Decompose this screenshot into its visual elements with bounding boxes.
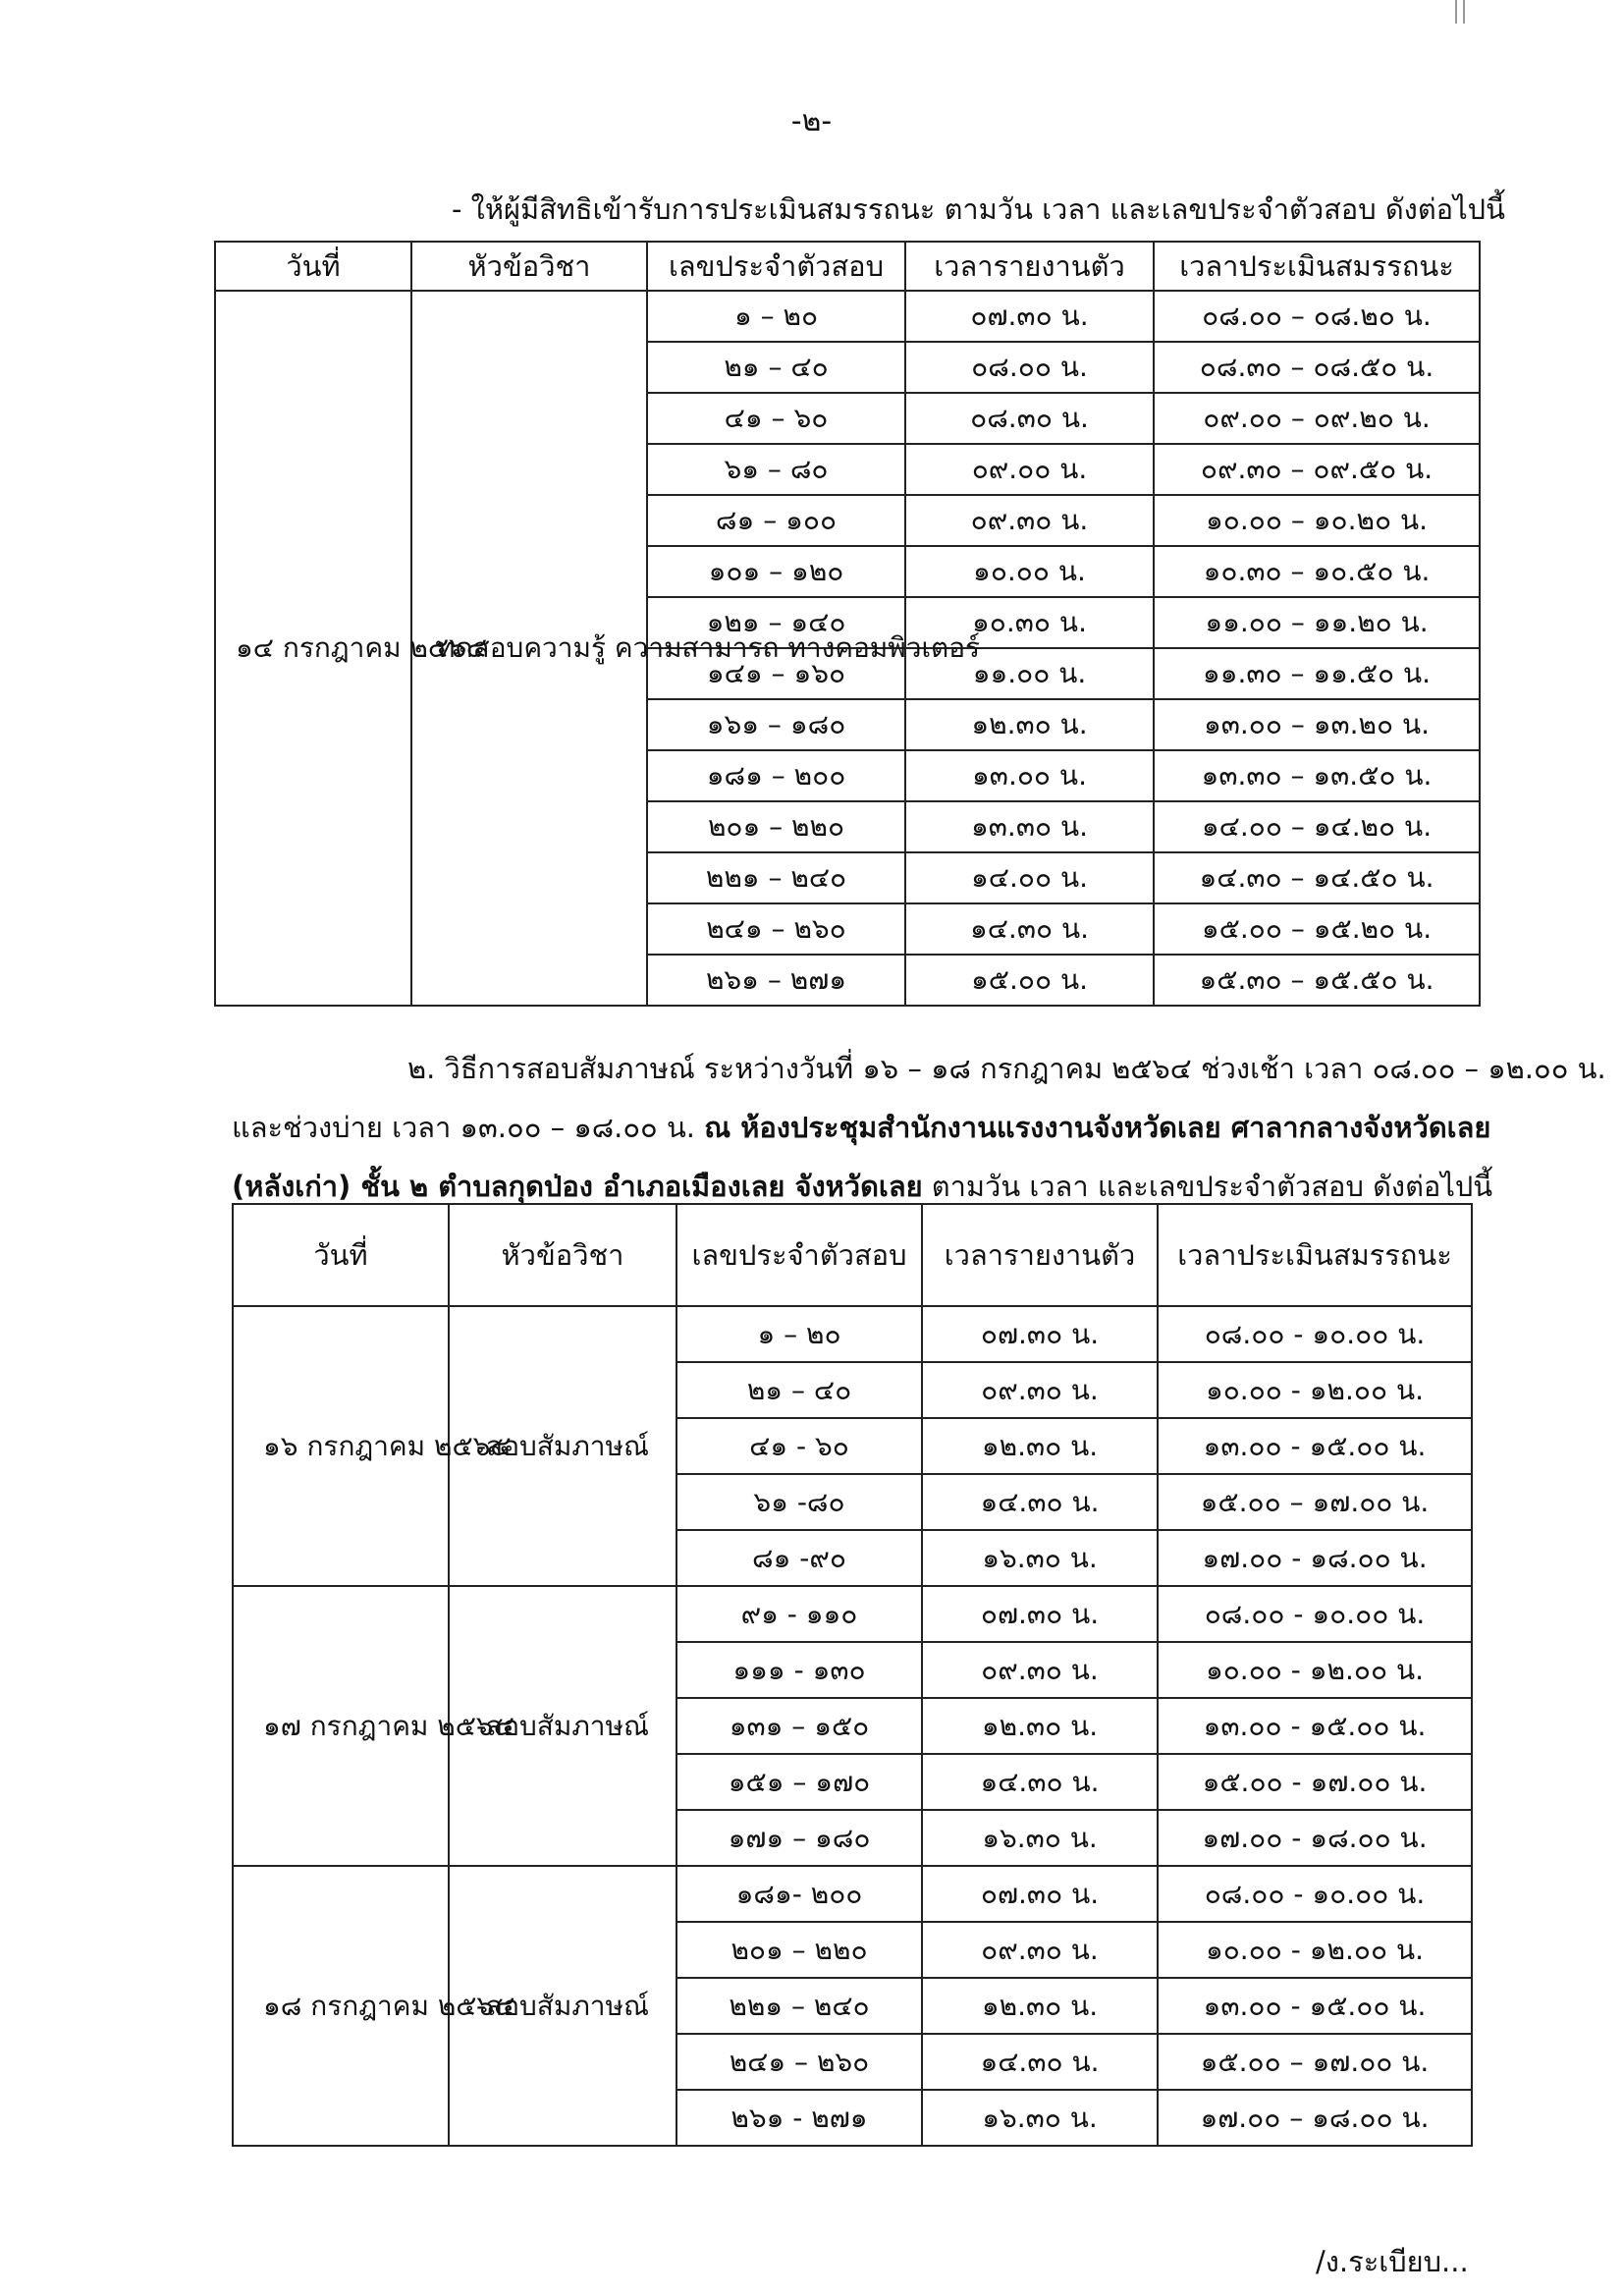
assess-time-cell: ๑๔.๐๐ – ๑๔.๒๐ น. <box>1154 801 1480 852</box>
assess-time-cell: ๐๘.๐๐ – ๐๘.๒๐ น. <box>1154 291 1480 342</box>
exam-id-cell: ๘๑ – ๑๐๐ <box>647 495 905 546</box>
report-time-cell: ๐๗.๓๐ น. <box>922 1586 1158 1642</box>
exam-id-cell: ๒๒๑ – ๒๔๐ <box>676 1978 922 2034</box>
report-time-cell: ๑๒.๓๐ น. <box>922 1418 1158 1474</box>
header-report-time: เวลารายงานตัว <box>905 242 1154 291</box>
assess-time-cell: ๐๙.๐๐ – ๐๙.๒๐ น. <box>1154 393 1480 444</box>
report-time-cell: ๑๐.๓๐ น. <box>905 597 1154 648</box>
exam-id-cell: ๒๖๑ – ๒๗๑ <box>647 955 905 1006</box>
date-cell: ๑๘ กรกฎาคม ๒๕๖๔ <box>233 1866 449 2146</box>
exam-id-cell: ๘๑ -๙๐ <box>676 1530 922 1586</box>
assess-time-cell: ๑๐.๓๐ – ๑๐.๕๐ น. <box>1154 546 1480 597</box>
assess-time-cell: ๑๗.๐๐ – ๑๘.๐๐ น. <box>1158 2090 1472 2146</box>
exam-id-cell: ๒๒๑ – ๒๔๐ <box>647 852 905 903</box>
subject-cell: -สอบสัมภาษณ์ <box>449 1586 676 1866</box>
report-time-cell: ๑๖.๓๐ น. <box>922 1530 1158 1586</box>
report-time-cell: ๑๔.๐๐ น. <box>905 852 1154 903</box>
header-exam-id: เลขประจำตัวสอบ <box>676 1204 922 1306</box>
report-time-cell: ๐๙.๓๐ น. <box>905 495 1154 546</box>
scan-edge-mark <box>1455 0 1465 24</box>
exam-id-cell: ๑๑๑ - ๑๓๐ <box>676 1642 922 1698</box>
assess-time-cell: ๑๓.๐๐ – ๑๓.๒๐ น. <box>1154 699 1480 750</box>
exam-id-cell: ๑๘๑ – ๒๐๐ <box>647 750 905 801</box>
subject-cell: -สอบสัมภาษณ์ <box>449 1866 676 2146</box>
exam-id-cell: ๑ – ๒๐ <box>676 1306 922 1362</box>
report-time-cell: ๐๙.๓๐ น. <box>922 1922 1158 1978</box>
report-time-cell: ๑๔.๓๐ น. <box>922 2034 1158 2090</box>
assess-time-cell: ๑๓.๐๐ - ๑๕.๐๐ น. <box>1158 1978 1472 2034</box>
report-time-cell: ๑๖.๓๐ น. <box>922 2090 1158 2146</box>
table-row <box>233 1586 1472 1642</box>
report-time-cell: ๐๘.๐๐ น. <box>905 342 1154 393</box>
table-row <box>233 1306 1472 1362</box>
continuation-footer: /ง.ระเบียบ... <box>1316 2245 1469 2278</box>
assess-time-cell: ๑๐.๐๐ - ๑๒.๐๐ น. <box>1158 1642 1472 1698</box>
report-time-cell: ๑๔.๓๐ น. <box>922 1754 1158 1810</box>
report-time-cell: ๑๒.๓๐ น. <box>905 699 1154 750</box>
table-header-row <box>233 1204 1472 1306</box>
table-row <box>215 291 1480 342</box>
report-time-cell: ๑๔.๓๐ น. <box>905 903 1154 955</box>
assess-time-cell: ๑๓.๓๐ – ๑๓.๕๐ น. <box>1154 750 1480 801</box>
header-assess-time: เวลาประเมินสมรรถนะ <box>1154 242 1480 291</box>
report-time-cell: ๑๐.๐๐ น. <box>905 546 1154 597</box>
header-assess-time: เวลาประเมินสมรรถนะ <box>1158 1204 1472 1306</box>
table-row <box>233 1866 1472 1922</box>
assess-time-cell: ๑๐.๐๐ – ๑๐.๒๐ น. <box>1154 495 1480 546</box>
interview-paragraph-line-1: ๒. วิธีการสอบสัมภาษณ์ ระหว่างวันที่ ๑๖ – ๑๘ กรกฎาคม ๒๕๖๔ ช่วงเช้า เวลา ๐๘.๐๐ – ๑๒.๐๐ น. <box>407 1052 1606 1085</box>
report-time-cell: ๑๕.๐๐ น. <box>905 955 1154 1006</box>
assess-time-cell: ๐๘.๐๐ - ๑๐.๐๐ น. <box>1158 1586 1472 1642</box>
assess-time-cell: ๑๕.๐๐ - ๑๗.๐๐ น. <box>1158 1754 1472 1810</box>
header-subject: หัวข้อวิชา <box>449 1204 676 1306</box>
exam-id-cell: ๙๑ - ๑๑๐ <box>676 1586 922 1642</box>
interview-paragraph-line-2 <box>232 1105 1490 1150</box>
header-exam-id: เลขประจำตัวสอบ <box>647 242 905 291</box>
exam-id-cell: ๒๖๑ - ๒๗๑ <box>676 2090 922 2146</box>
assess-time-cell: ๑๕.๐๐ – ๑๗.๐๐ น. <box>1158 2034 1472 2090</box>
exam-id-cell: ๔๑ - ๖๐ <box>676 1418 922 1474</box>
subject-cell: -สอบสัมภาษณ์ <box>449 1306 676 1586</box>
exam-id-cell: ๑๘๑- ๒๐๐ <box>676 1866 922 1922</box>
exam-id-cell: ๖๑ -๘๐ <box>676 1474 922 1530</box>
header-date: วันที่ <box>215 242 411 291</box>
exam-id-cell: ๑ – ๒๐ <box>647 291 905 342</box>
assess-time-cell: ๑๑.๐๐ – ๑๑.๒๐ น. <box>1154 597 1480 648</box>
table-header-row <box>215 242 1480 291</box>
assess-time-cell: ๑๓.๐๐ - ๑๕.๐๐ น. <box>1158 1418 1472 1474</box>
header-subject: หัวข้อวิชา <box>411 242 647 291</box>
assess-time-cell: ๑๕.๐๐ – ๑๗.๐๐ น. <box>1158 1474 1472 1530</box>
assess-time-cell: ๐๘.๓๐ – ๐๘.๕๐ น. <box>1154 342 1480 393</box>
report-time-cell: ๐๘.๓๐ น. <box>905 393 1154 444</box>
assess-time-cell: ๑๗.๐๐ - ๑๘.๐๐ น. <box>1158 1530 1472 1586</box>
assess-time-cell: ๑๐.๐๐ - ๑๒.๐๐ น. <box>1158 1922 1472 1978</box>
assess-time-cell: ๑๔.๓๐ – ๑๔.๕๐ น. <box>1154 852 1480 903</box>
interview-schedule-table <box>232 1203 1473 2147</box>
assess-time-cell: ๐๘.๐๐ - ๑๐.๐๐ น. <box>1158 1306 1472 1362</box>
assess-time-cell: ๑๑.๓๐ – ๑๑.๕๐ น. <box>1154 648 1480 699</box>
report-time-cell: ๑๓.๐๐ น. <box>905 750 1154 801</box>
report-time-cell: ๐๗.๓๐ น. <box>922 1866 1158 1922</box>
report-time-cell: ๐๙.๓๐ น. <box>922 1642 1158 1698</box>
report-time-cell: ๑๑.๐๐ น. <box>905 648 1154 699</box>
exam-id-cell: ๑๔๑ – ๑๖๐ <box>647 648 905 699</box>
assess-time-cell: ๑๕.๐๐ – ๑๕.๒๐ น. <box>1154 903 1480 955</box>
exam-id-cell: ๑๕๑ – ๑๗๐ <box>676 1754 922 1810</box>
exam-id-cell: ๒๑ – ๔๐ <box>676 1362 922 1418</box>
report-time-cell: ๐๗.๓๐ น. <box>905 291 1154 342</box>
paragraph-venue: ณ ห้องประชุมสำนักงานแรงงานจังหวัดเลย ศาลากลางจังหวัดเลย <box>704 1111 1491 1144</box>
assess-time-cell: ๐๙.๓๐ – ๐๙.๕๐ น. <box>1154 444 1480 495</box>
date-cell: ๑๗ กรกฎาคม ๒๕๖๔ <box>233 1586 449 1866</box>
exam-id-cell: ๔๑ – ๖๐ <box>647 393 905 444</box>
report-time-cell: ๑๒.๓๐ น. <box>922 1698 1158 1754</box>
header-date: วันที่ <box>233 1204 449 1306</box>
report-time-cell: ๐๙.๐๐ น. <box>905 444 1154 495</box>
report-time-cell: ๐๗.๓๐ น. <box>922 1306 1158 1362</box>
assessment-schedule-table <box>214 241 1481 1007</box>
report-time-cell: ๑๖.๓๐ น. <box>922 1810 1158 1866</box>
report-time-cell: ๑๒.๓๐ น. <box>922 1978 1158 2034</box>
exam-id-cell: ๒๐๑ – ๒๒๐ <box>647 801 905 852</box>
subject-cell: ทดสอบความรู้ ความสามารถ ทางคอมพิวเตอร์ <box>411 291 647 1006</box>
paragraph-text: และช่วงบ่าย เวลา ๑๓.๐๐ – ๑๘.๐๐ น. <box>232 1111 695 1144</box>
exam-id-cell: ๑๗๑ – ๑๘๐ <box>676 1810 922 1866</box>
exam-id-cell: ๒๔๑ – ๒๖๐ <box>676 2034 922 2090</box>
assess-time-cell: ๐๘.๐๐ - ๑๐.๐๐ น. <box>1158 1866 1472 1922</box>
exam-id-cell: ๑๖๑ – ๑๘๐ <box>647 699 905 750</box>
exam-id-cell: ๒๔๑ – ๒๖๐ <box>647 903 905 955</box>
exam-id-cell: ๑๐๑ – ๑๒๐ <box>647 546 905 597</box>
exam-id-cell: ๑๓๑ – ๑๕๐ <box>676 1698 922 1754</box>
exam-id-cell: ๑๒๑ – ๑๔๐ <box>647 597 905 648</box>
exam-id-cell: ๖๑ – ๘๐ <box>647 444 905 495</box>
report-time-cell: ๑๔.๓๐ น. <box>922 1474 1158 1530</box>
assess-time-cell: ๑๗.๐๐ - ๑๘.๐๐ น. <box>1158 1810 1472 1866</box>
header-report-time: เวลารายงานตัว <box>922 1204 1158 1306</box>
paragraph-venue-cont: (หลังเก่า) ชั้น ๒ ตำบลกุดป่อง อำเภอเมืองเลย จังหวัดเลย <box>232 1170 923 1203</box>
exam-id-cell: ๒๑ – ๔๐ <box>647 342 905 393</box>
exam-id-cell: ๒๐๑ – ๒๒๐ <box>676 1922 922 1978</box>
page-number: -๒- <box>790 104 833 138</box>
assess-time-cell: ๑๐.๐๐ - ๑๒.๐๐ น. <box>1158 1362 1472 1418</box>
date-cell: ๑๔ กรกฎาคม ๒๕๖๔ <box>215 291 411 1006</box>
paragraph-text: ตามวัน เวลา และเลขประจำตัวสอบ ดังต่อไปนี้ <box>931 1170 1493 1203</box>
report-time-cell: ๑๓.๓๐ น. <box>905 801 1154 852</box>
assess-time-cell: ๑๕.๓๐ – ๑๕.๕๐ น. <box>1154 955 1480 1006</box>
intro-line: - ให้ผู้มีสิทธิเข้ารับการประเมินสมรรถนะ ตามวัน เวลา และเลขประจำตัวสอบ ดังต่อไปนี้ <box>452 192 1505 226</box>
assess-time-cell: ๑๓.๐๐ - ๑๕.๐๐ น. <box>1158 1698 1472 1754</box>
date-cell: ๑๖ กรกฎาคม ๒๕๖๔ <box>233 1306 449 1586</box>
report-time-cell: ๐๙.๓๐ น. <box>922 1362 1158 1418</box>
